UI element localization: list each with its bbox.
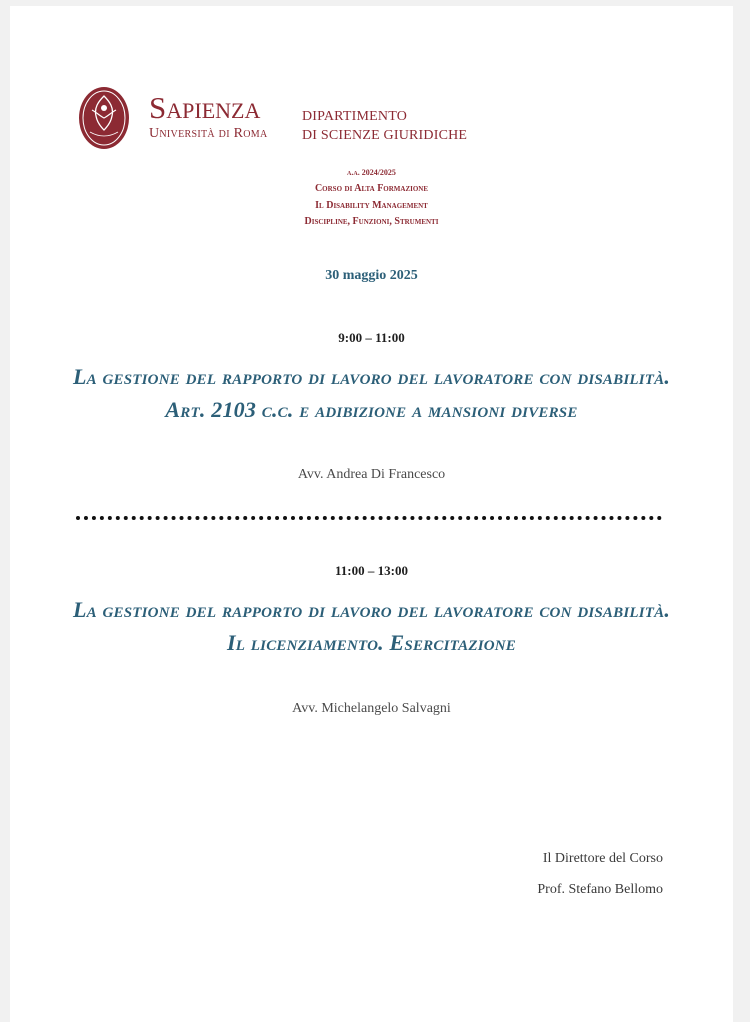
- sapienza-seal-icon: [78, 86, 130, 150]
- department-line-2: DI SCIENZE GIURIDICHE: [302, 128, 468, 143]
- document-page: [10, 6, 733, 1022]
- session-2-speaker: Avv. Michelangelo Salvagni: [292, 701, 451, 716]
- signature-role: Il Direttore del Corso: [542, 851, 663, 866]
- university-subtitle: Università di Roma: [149, 126, 268, 141]
- course-line-3: Discipline, Funzioni, Strumenti: [304, 216, 439, 227]
- event-date: 30 maggio 2025: [325, 268, 418, 283]
- session-2-time: 11:00 – 13:00: [335, 563, 408, 578]
- university-name: Sapienza: [149, 90, 261, 125]
- course-line-1: Corso di Alta Formazione: [314, 183, 429, 194]
- session-1-title: La gestione del rapporto di lavoro del lavoratore con disabilità. Art. 2103 c.c. e adibizione a mansioni diverse: [72, 364, 671, 422]
- dotted-separator: [76, 516, 662, 520]
- session-1-time: 9:00 – 11:00: [338, 330, 405, 345]
- session-1-speaker: Avv. Andrea Di Francesco: [297, 467, 446, 482]
- course-line-2: Il Disability Management: [315, 200, 428, 211]
- signature-name: Prof. Stefano Bellomo: [537, 882, 663, 897]
- department-line-1: DIPARTIMENTO: [302, 109, 408, 124]
- session-2-title: La gestione del rapporto di lavoro del lavoratore con disabilità. Il licenziamento. Esercitazione: [72, 597, 671, 655]
- academic-year: a.a. 2024/2025: [347, 168, 396, 177]
